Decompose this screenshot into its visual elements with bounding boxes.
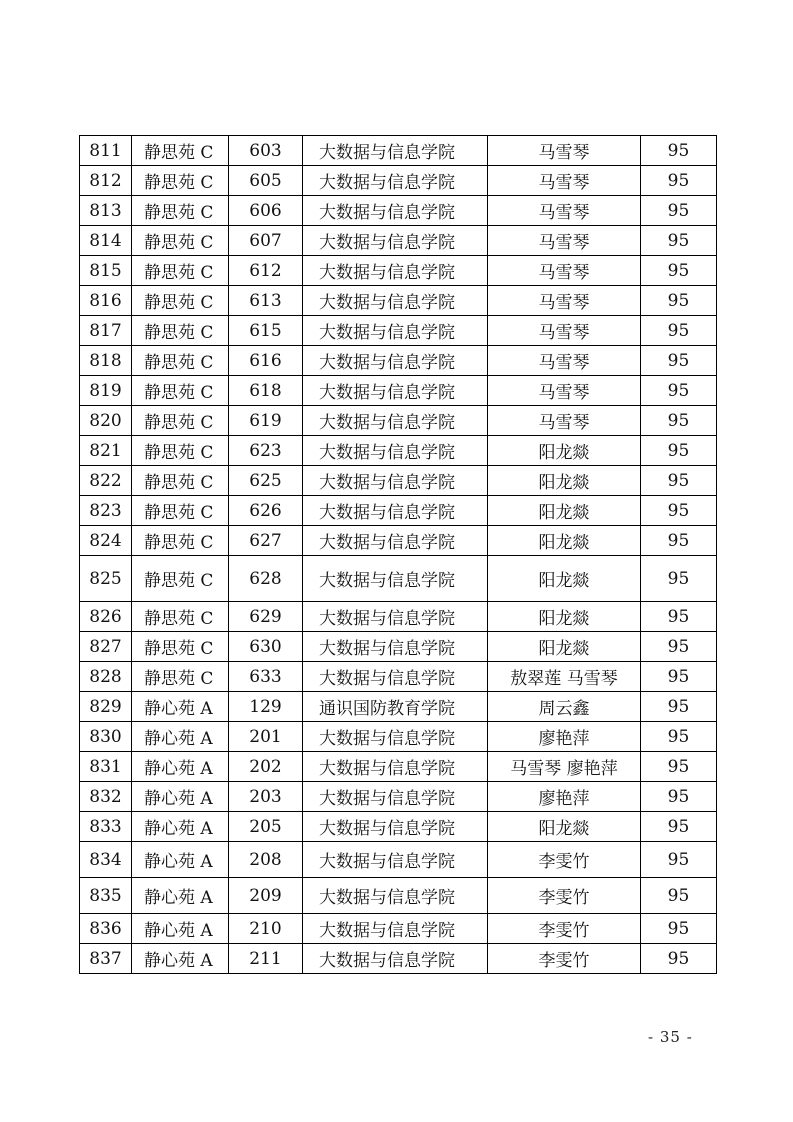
cell-building: 静思苑 C	[132, 196, 229, 226]
cell-college: 大数据与信息学院	[303, 602, 488, 632]
table-row	[80, 466, 717, 496]
cell-counselor: 李雯竹	[488, 878, 641, 914]
cell-college: 大数据与信息学院	[303, 632, 488, 662]
cell-row-number: 831	[80, 752, 132, 782]
cell-building: 静思苑 C	[132, 166, 229, 196]
cell-room: 603	[229, 136, 303, 166]
table-row	[80, 406, 717, 436]
table-row	[80, 842, 717, 878]
cell-counselor: 阳龙燚	[488, 812, 641, 842]
table-row	[80, 436, 717, 466]
cell-score: 95	[641, 944, 717, 974]
cell-counselor: 阳龙燚	[488, 632, 641, 662]
cell-counselor: 马雪琴 廖艳萍	[488, 752, 641, 782]
table-row	[80, 496, 717, 526]
table-row	[80, 256, 717, 286]
cell-room: 623	[229, 436, 303, 466]
cell-row-number: 835	[80, 878, 132, 914]
cell-score: 95	[641, 812, 717, 842]
cell-building: 静思苑 C	[132, 316, 229, 346]
cell-row-number: 837	[80, 944, 132, 974]
cell-college: 大数据与信息学院	[303, 496, 488, 526]
cell-counselor: 阳龙燚	[488, 436, 641, 466]
cell-counselor: 马雪琴	[488, 316, 641, 346]
cell-college: 大数据与信息学院	[303, 316, 488, 346]
cell-college: 大数据与信息学院	[303, 662, 488, 692]
cell-college: 大数据与信息学院	[303, 166, 488, 196]
cell-room: 626	[229, 496, 303, 526]
cell-room: 201	[229, 722, 303, 752]
cell-college: 大数据与信息学院	[303, 346, 488, 376]
cell-building: 静思苑 C	[132, 136, 229, 166]
table-row	[80, 752, 717, 782]
table-row	[80, 136, 717, 166]
cell-room: 625	[229, 466, 303, 496]
cell-counselor: 阳龙燚	[488, 496, 641, 526]
cell-row-number: 833	[80, 812, 132, 842]
dormitory-score-table	[79, 135, 717, 974]
cell-row-number: 828	[80, 662, 132, 692]
cell-row-number: 823	[80, 496, 132, 526]
cell-score: 95	[641, 782, 717, 812]
cell-building: 静思苑 C	[132, 466, 229, 496]
cell-college: 大数据与信息学院	[303, 376, 488, 406]
cell-building: 静心苑 A	[132, 878, 229, 914]
cell-counselor: 周云鑫	[488, 692, 641, 722]
cell-college: 大数据与信息学院	[303, 722, 488, 752]
cell-counselor: 廖艳萍	[488, 782, 641, 812]
cell-building: 静思苑 C	[132, 526, 229, 556]
cell-college: 大数据与信息学院	[303, 436, 488, 466]
cell-college: 大数据与信息学院	[303, 466, 488, 496]
cell-counselor: 马雪琴	[488, 196, 641, 226]
cell-counselor: 马雪琴	[488, 376, 641, 406]
cell-room: 605	[229, 166, 303, 196]
table-row	[80, 944, 717, 974]
cell-row-number: 824	[80, 526, 132, 556]
cell-score: 95	[641, 632, 717, 662]
cell-room: 211	[229, 944, 303, 974]
cell-row-number: 812	[80, 166, 132, 196]
cell-college: 大数据与信息学院	[303, 878, 488, 914]
table-row	[80, 602, 717, 632]
cell-counselor: 阳龙燚	[488, 466, 641, 496]
cell-counselor: 李雯竹	[488, 914, 641, 944]
table-row	[80, 812, 717, 842]
cell-score: 95	[641, 226, 717, 256]
cell-building: 静思苑 C	[132, 436, 229, 466]
cell-college: 大数据与信息学院	[303, 812, 488, 842]
page-number: - 35 -	[648, 1028, 693, 1046]
cell-room: 627	[229, 526, 303, 556]
cell-row-number: 815	[80, 256, 132, 286]
cell-building: 静心苑 A	[132, 722, 229, 752]
cell-score: 95	[641, 166, 717, 196]
cell-room: 619	[229, 406, 303, 436]
cell-row-number: 826	[80, 602, 132, 632]
cell-building: 静思苑 C	[132, 286, 229, 316]
cell-score: 95	[641, 914, 717, 944]
cell-score: 95	[641, 436, 717, 466]
cell-counselor: 马雪琴	[488, 136, 641, 166]
cell-room: 615	[229, 316, 303, 346]
cell-college: 大数据与信息学院	[303, 196, 488, 226]
cell-score: 95	[641, 496, 717, 526]
cell-building: 静思苑 C	[132, 662, 229, 692]
cell-score: 95	[641, 466, 717, 496]
cell-building: 静思苑 C	[132, 406, 229, 436]
cell-score: 95	[641, 136, 717, 166]
cell-room: 607	[229, 226, 303, 256]
table-row	[80, 662, 717, 692]
cell-room: 606	[229, 196, 303, 226]
cell-row-number: 811	[80, 136, 132, 166]
cell-score: 95	[641, 842, 717, 878]
cell-building: 静思苑 C	[132, 556, 229, 602]
cell-building: 静思苑 C	[132, 226, 229, 256]
cell-room: 202	[229, 752, 303, 782]
cell-room: 129	[229, 692, 303, 722]
cell-row-number: 816	[80, 286, 132, 316]
cell-building: 静心苑 A	[132, 842, 229, 878]
cell-row-number: 821	[80, 436, 132, 466]
cell-building: 静思苑 C	[132, 376, 229, 406]
cell-building: 静思苑 C	[132, 256, 229, 286]
cell-counselor: 马雪琴	[488, 346, 641, 376]
cell-counselor: 马雪琴	[488, 406, 641, 436]
cell-room: 613	[229, 286, 303, 316]
cell-row-number: 827	[80, 632, 132, 662]
cell-building: 静思苑 C	[132, 632, 229, 662]
cell-row-number: 829	[80, 692, 132, 722]
cell-counselor: 敖翠莲 马雪琴	[488, 662, 641, 692]
cell-score: 95	[641, 722, 717, 752]
table-row	[80, 878, 717, 914]
cell-score: 95	[641, 196, 717, 226]
cell-row-number: 834	[80, 842, 132, 878]
cell-college: 通识国防教育学院	[303, 692, 488, 722]
table-row	[80, 166, 717, 196]
cell-college: 大数据与信息学院	[303, 286, 488, 316]
cell-room: 612	[229, 256, 303, 286]
cell-room: 205	[229, 812, 303, 842]
cell-college: 大数据与信息学院	[303, 556, 488, 602]
cell-counselor: 马雪琴	[488, 256, 641, 286]
cell-college: 大数据与信息学院	[303, 842, 488, 878]
cell-score: 95	[641, 662, 717, 692]
table-row	[80, 722, 717, 752]
cell-counselor: 阳龙燚	[488, 556, 641, 602]
cell-building: 静心苑 A	[132, 782, 229, 812]
cell-room: 628	[229, 556, 303, 602]
cell-room: 630	[229, 632, 303, 662]
cell-college: 大数据与信息学院	[303, 526, 488, 556]
cell-building: 静思苑 C	[132, 602, 229, 632]
cell-score: 95	[641, 752, 717, 782]
cell-row-number: 813	[80, 196, 132, 226]
cell-row-number: 822	[80, 466, 132, 496]
cell-score: 95	[641, 376, 717, 406]
cell-score: 95	[641, 406, 717, 436]
table-row	[80, 376, 717, 406]
cell-counselor: 阳龙燚	[488, 602, 641, 632]
cell-score: 95	[641, 556, 717, 602]
cell-score: 95	[641, 526, 717, 556]
cell-row-number: 836	[80, 914, 132, 944]
table-row	[80, 692, 717, 722]
cell-building: 静心苑 A	[132, 812, 229, 842]
cell-row-number: 818	[80, 346, 132, 376]
cell-college: 大数据与信息学院	[303, 256, 488, 286]
table-row	[80, 286, 717, 316]
cell-room: 616	[229, 346, 303, 376]
cell-row-number: 832	[80, 782, 132, 812]
cell-room: 629	[229, 602, 303, 632]
cell-room: 210	[229, 914, 303, 944]
cell-counselor: 马雪琴	[488, 166, 641, 196]
cell-college: 大数据与信息学院	[303, 782, 488, 812]
cell-score: 95	[641, 346, 717, 376]
cell-score: 95	[641, 878, 717, 914]
cell-counselor: 李雯竹	[488, 842, 641, 878]
cell-row-number: 817	[80, 316, 132, 346]
cell-building: 静心苑 A	[132, 914, 229, 944]
cell-row-number: 830	[80, 722, 132, 752]
table-row	[80, 782, 717, 812]
cell-score: 95	[641, 692, 717, 722]
cell-score: 95	[641, 286, 717, 316]
table-row	[80, 226, 717, 256]
cell-room: 203	[229, 782, 303, 812]
table-row	[80, 632, 717, 662]
cell-counselor: 马雪琴	[488, 286, 641, 316]
cell-room: 618	[229, 376, 303, 406]
cell-row-number: 820	[80, 406, 132, 436]
table-body	[80, 136, 717, 974]
cell-counselor: 马雪琴	[488, 226, 641, 256]
cell-college: 大数据与信息学院	[303, 944, 488, 974]
table-row	[80, 526, 717, 556]
table-row	[80, 914, 717, 944]
cell-score: 95	[641, 316, 717, 346]
cell-row-number: 825	[80, 556, 132, 602]
table-row	[80, 316, 717, 346]
cell-college: 大数据与信息学院	[303, 406, 488, 436]
cell-college: 大数据与信息学院	[303, 136, 488, 166]
table-row	[80, 556, 717, 602]
cell-row-number: 819	[80, 376, 132, 406]
cell-college: 大数据与信息学院	[303, 752, 488, 782]
cell-room: 208	[229, 842, 303, 878]
table-row	[80, 346, 717, 376]
cell-building: 静心苑 A	[132, 944, 229, 974]
cell-building: 静思苑 C	[132, 346, 229, 376]
cell-score: 95	[641, 256, 717, 286]
cell-counselor: 廖艳萍	[488, 722, 641, 752]
cell-score: 95	[641, 602, 717, 632]
cell-building: 静心苑 A	[132, 752, 229, 782]
cell-counselor: 阳龙燚	[488, 526, 641, 556]
cell-room: 209	[229, 878, 303, 914]
cell-college: 大数据与信息学院	[303, 226, 488, 256]
cell-room: 633	[229, 662, 303, 692]
cell-counselor: 李雯竹	[488, 944, 641, 974]
cell-college: 大数据与信息学院	[303, 914, 488, 944]
cell-row-number: 814	[80, 226, 132, 256]
table-row	[80, 196, 717, 226]
cell-building: 静心苑 A	[132, 692, 229, 722]
cell-building: 静思苑 C	[132, 496, 229, 526]
